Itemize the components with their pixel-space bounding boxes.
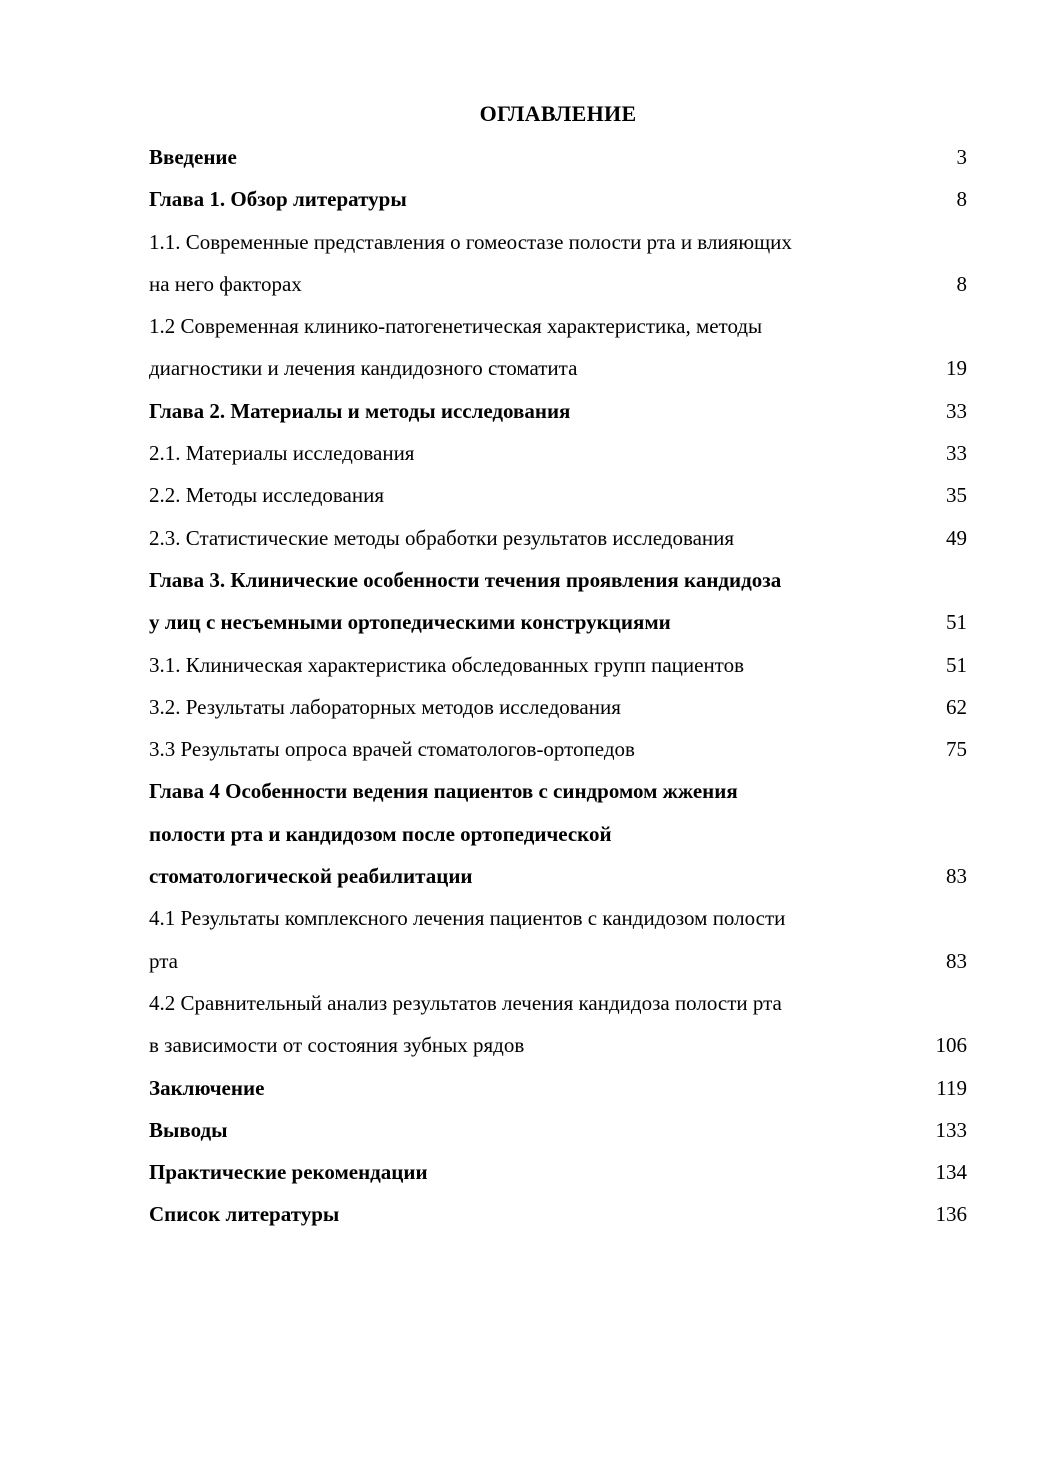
table-of-contents (149, 136, 967, 1236)
toc-entry-page-number: 33 (946, 398, 967, 423)
toc-entry-text: рта (149, 948, 178, 973)
toc-entry-page-number: 136 (935, 1202, 967, 1227)
toc-entry-text: 3.2. Результаты лабораторных методов исследования (149, 694, 621, 719)
toc-entry-text: 4.1 Результаты комплексного лечения пациентов с кандидозом полости (149, 906, 786, 931)
toc-entry (149, 728, 967, 770)
toc-entry-page-number: 33 (946, 441, 967, 466)
toc-entry-page-number: 8 (956, 187, 967, 212)
toc-entry-text: Список литературы (149, 1202, 340, 1227)
toc-entry-text: Введение (149, 145, 237, 169)
toc-entry-page-number: 106 (935, 1033, 967, 1058)
toc-entry-text: 1.1. Современные представления о гомеостазе полости рта и влияющих (149, 229, 792, 254)
toc-entry-text: 3.3 Результаты опроса врачей стоматологов-ортопедов (149, 737, 635, 762)
toc-entry-text: Глава 1. Обзор литературы (149, 187, 407, 212)
toc-entry-text: 1.2 Современная клинико-патогенетическая характеристика, методы (149, 314, 763, 339)
toc-entry-page-number: 19 (946, 356, 967, 381)
toc-entry (149, 897, 967, 939)
toc-entry (149, 305, 967, 347)
toc-entry (149, 559, 967, 601)
toc-entry-text: 2.1. Материалы исследования (149, 441, 415, 466)
toc-entry-page-number: 35 (946, 483, 967, 508)
toc-entry (149, 178, 967, 220)
toc-entry (149, 855, 967, 897)
toc-entry (149, 390, 967, 432)
toc-entry-text: Глава 4 Особенности ведения пациентов с синдромом жжения (149, 779, 738, 804)
toc-entry-text: полости рта и кандидозом после ортопедической (149, 821, 612, 846)
toc-entry-text: Глава 3. Клинические особенности течения проявления кандидоза (149, 567, 782, 592)
toc-entry (149, 136, 967, 178)
toc-entry-text: Заключение (149, 1075, 265, 1100)
toc-entry (149, 432, 967, 474)
toc-entry (149, 644, 967, 686)
toc-entry-page-number: 51 (946, 610, 967, 635)
toc-entry (149, 474, 967, 516)
toc-entry-text: стоматологической реабилитации (149, 864, 473, 889)
toc-entry-page-number: 49 (946, 525, 967, 550)
toc-entry (149, 263, 967, 305)
toc-entry-text: в зависимости от состояния зубных рядов (149, 1033, 525, 1058)
toc-entry (149, 221, 967, 263)
toc-entry-text: Выводы (149, 1117, 228, 1142)
toc-entry (149, 517, 967, 559)
toc-entry (149, 813, 967, 855)
toc-entry-text: 2.3. Статистические методы обработки результатов исследования (149, 525, 735, 550)
toc-entry-page-number: 62 (946, 694, 967, 719)
toc-entry-text: диагностики и лечения кандидозного стоматита (149, 356, 578, 381)
toc-entry-page-number: 133 (935, 1117, 967, 1142)
toc-entry-text: Практические рекомендации (149, 1160, 428, 1185)
toc-entry-text: 4.2 Сравнительный анализ результатов лечения кандидоза полости рта (149, 990, 782, 1015)
toc-entry (149, 347, 967, 389)
toc-entry (149, 1151, 967, 1193)
toc-entry-page-number: 134 (935, 1160, 967, 1185)
toc-entry-page-number: 75 (946, 737, 967, 762)
toc-entry-page-number: 119 (936, 1075, 967, 1100)
toc-entry (149, 982, 967, 1024)
toc-entry-text: Глава 2. Материалы и методы исследования (149, 398, 571, 423)
toc-entry (149, 770, 967, 812)
toc-entry-page-number: 3 (956, 145, 967, 169)
toc-entry (149, 1193, 967, 1235)
toc-entry (149, 1109, 967, 1151)
toc-entry-page-number: 83 (946, 948, 967, 973)
toc-entry (149, 1067, 967, 1109)
toc-entry-page-number: 8 (956, 271, 967, 296)
toc-entry-page-number: 51 (946, 652, 967, 677)
toc-entry (149, 686, 967, 728)
toc-entry (149, 601, 967, 643)
toc-entry-page-number: 83 (946, 864, 967, 889)
toc-entry (149, 1024, 967, 1066)
toc-entry-text: 3.1. Клиническая характеристика обследованных групп пациентов (149, 652, 744, 677)
toc-entry-text: 2.2. Методы исследования (149, 483, 384, 508)
toc-entry-text: на него факторах (149, 271, 302, 296)
toc-entry-text: у лиц с несъемными ортопедическими конструкциями (149, 610, 671, 635)
toc-entry (149, 940, 967, 982)
page-title: ОГЛАВЛЕНИЕ (479, 101, 637, 126)
